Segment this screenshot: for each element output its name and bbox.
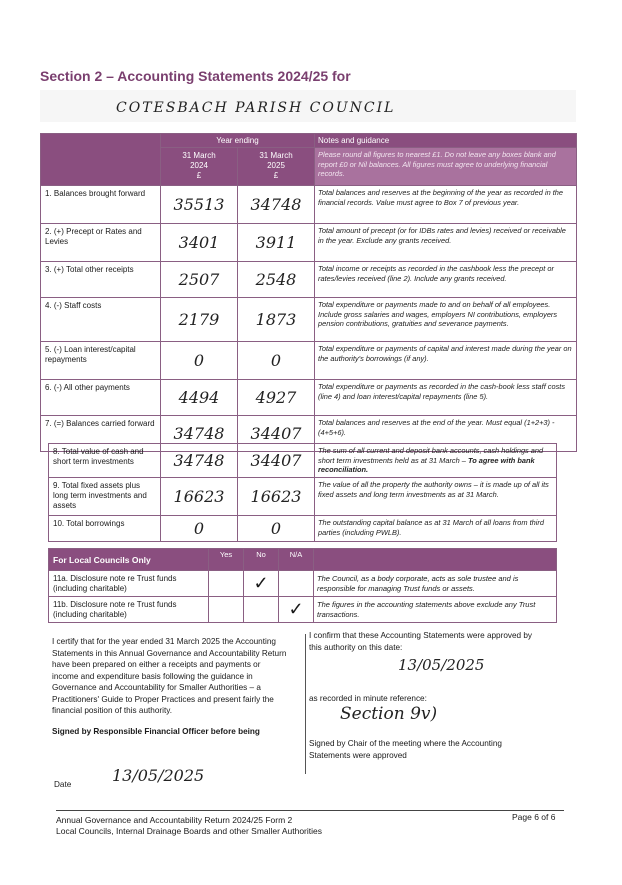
minute-reference-value: Section 9v) [340, 704, 438, 724]
rfo-date-value: 13/05/2025 [112, 766, 205, 785]
note-row-3: Total income or receipts as recorded in the cashbook less the precept or rates/levies received (line 2). Include any grants received. [315, 262, 577, 298]
row-label-7: 7. (=) Balances carried forward [41, 416, 161, 452]
value-2024-row-8: 34748 [161, 444, 238, 478]
value-2025-row-7: 34407 [238, 416, 315, 452]
note-row-4: Total expenditure or payments made to and on behalf of all employees. Include gross salaries and wages, employers NI contributions, employers pension contributions, gratuities and severance payments. [315, 298, 577, 342]
row-label-4: 4. (-) Staff costs [41, 298, 161, 342]
certify-text: I certify that for the year ended 31 March 2025 the Accounting Statements in this Annual Governance and Accountability Return have been prepared on either a receipts and payments or income and expenditure basis following the guidance in Governance and Accountability for Smaller Authorities – a Practitioners' Guide to Proper Practices and present fairly the financial position of this authority. [52, 637, 287, 715]
row-label-3: 3. (+) Total other receipts [41, 262, 161, 298]
accounting-statements-table [40, 133, 577, 452]
row-label-5: 5. (-) Loan interest/capital repayments [41, 342, 161, 380]
row-label-2: 2. (+) Precept or Rates and Levies [41, 224, 161, 262]
item-11a-label: 11a. Disclosure note re Trust funds (including charitable) [49, 571, 209, 597]
value-2025-row-4: 1873 [238, 298, 315, 342]
item-11a-na-box[interactable] [279, 571, 314, 597]
value-2025-row-9: 16623 [238, 478, 315, 516]
row-label-8: 8. Total value of cash and short term investments [49, 444, 161, 478]
confirm-text: I confirm that these Accounting Statements were approved by this authority on this date: [309, 631, 533, 652]
col-2025-header: 31 March 2025 £ [238, 148, 315, 186]
note-row-6: Total expenditure or payments as recorded in the cash-book less staff costs (line 4) and loan interest/capital repayments (line 5). [315, 380, 577, 416]
value-2024-row-4: 2179 [161, 298, 238, 342]
note-row-7: Total balances and reserves at the end of the year. Must equal (1+2+3) - (4+5+6). [315, 416, 577, 452]
value-2024-row-1: 35513 [161, 186, 238, 224]
vertical-divider [305, 634, 306, 774]
value-2025-row-3: 2548 [238, 262, 315, 298]
local-notes-header [314, 549, 557, 571]
item-11a-no-box[interactable] [244, 571, 279, 597]
value-2024-row-5: 0 [161, 342, 238, 380]
value-2024-row-3: 2507 [161, 262, 238, 298]
no-header: No [244, 549, 279, 571]
row-label-9: 9. Total fixed assets plus long term investments and assets [49, 478, 161, 516]
value-2025-row-1: 34748 [238, 186, 315, 224]
note-row-10: The outstanding capital balance as at 31 March of all loans from third parties (including PWLB). [315, 516, 557, 542]
col-2024-header: 31 March 2024 £ [161, 148, 238, 186]
value-2025-row-10: 0 [238, 516, 315, 542]
note-row-2: Total amount of precept (or for IDBs rates and levies) received or receivable in the year. Exclude any grants received. [315, 224, 577, 262]
checkmark-icon: ✓ [288, 599, 304, 619]
item-11a-yes-box[interactable] [209, 571, 244, 597]
council-name: COTESBACH PARISH COUNCIL [116, 100, 396, 116]
minute-reference-label: as recorded in minute reference: [309, 694, 427, 703]
approval-date-value: 13/05/2025 [398, 656, 485, 674]
note-row-1: Total balances and reserves at the beginning of the year as recorded in the financial records. Value must agree to Box 7 of previous year. [315, 186, 577, 224]
value-2025-row-6: 4927 [238, 380, 315, 416]
footer-text [56, 815, 322, 837]
na-header: N/A [279, 549, 314, 571]
chair-signed-label: Signed by Chair of the meeting where the Accounting Statements were approved [309, 739, 502, 760]
item-11b-yes-box[interactable] [209, 597, 244, 623]
footer-divider [56, 810, 564, 811]
notes-header: Notes and guidance [315, 134, 577, 148]
note-row-5: Total expenditure or payments of capital and interest made during the year on the authority's borrowings (if any). [315, 342, 577, 380]
value-2024-row-2: 3401 [161, 224, 238, 262]
item-11b-note: The figures in the accounting statements above exclude any Trust transactions. [314, 597, 557, 623]
value-2025-row-8: 34407 [238, 444, 315, 478]
footer-line-1: Annual Governance and Accountability Return 2024/25 Form 2 [56, 815, 293, 825]
note-row-9: The value of all the property the authority owns – it is made up of all its fixed assets and long term investments as at 31 March. [315, 478, 557, 516]
row-label-6: 6. (-) All other payments [41, 380, 161, 416]
item-11a-note: The Council, as a body corporate, acts as sole trustee and is responsible for managing Trust funds or assets. [314, 571, 557, 597]
value-2024-row-10: 0 [161, 516, 238, 542]
row-label-1: 1. Balances brought forward [41, 186, 161, 224]
value-2024-row-6: 4494 [161, 380, 238, 416]
section-title: Section 2 – Accounting Statements 2024/25 for [40, 68, 351, 84]
value-2025-row-5: 0 [238, 342, 315, 380]
header-blank-cell [41, 134, 161, 186]
value-2024-row-7: 34748 [161, 416, 238, 452]
year-ending-header: Year ending [161, 134, 315, 148]
local-councils-table [48, 548, 557, 623]
value-2025-row-2: 3911 [238, 224, 315, 262]
note-row-8: The sum of all current and deposit bank accounts, cash holdings and short term investments held as at 31 March – To agree with bank reconciliation. [315, 444, 557, 478]
item-11b-na-box[interactable] [279, 597, 314, 623]
item-11b-label: 11b. Disclosure note re Trust funds (including charitable) [49, 597, 209, 623]
yes-header: Yes [209, 549, 244, 571]
value-2024-row-9: 16623 [161, 478, 238, 516]
row-label-10: 10. Total borrowings [49, 516, 161, 542]
checkmark-icon: ✓ [253, 573, 269, 593]
footer-line-2: Local Councils, Internal Drainage Boards and other Smaller Authorities [56, 826, 323, 836]
local-councils-header: For Local Councils Only [49, 549, 209, 571]
item-11b-no-box[interactable] [244, 597, 279, 623]
rfo-signed-label: Signed by Responsible Financial Officer before being [52, 727, 260, 736]
assets-table [48, 443, 557, 542]
page-number: Page 6 of 6 [512, 812, 556, 822]
date-label: Date [54, 780, 72, 789]
notes-guidance: Please round all figures to nearest £1. Do not leave any boxes blank and report £0 or Nil balances. All figures must agree to underlying financial records. [315, 148, 577, 186]
